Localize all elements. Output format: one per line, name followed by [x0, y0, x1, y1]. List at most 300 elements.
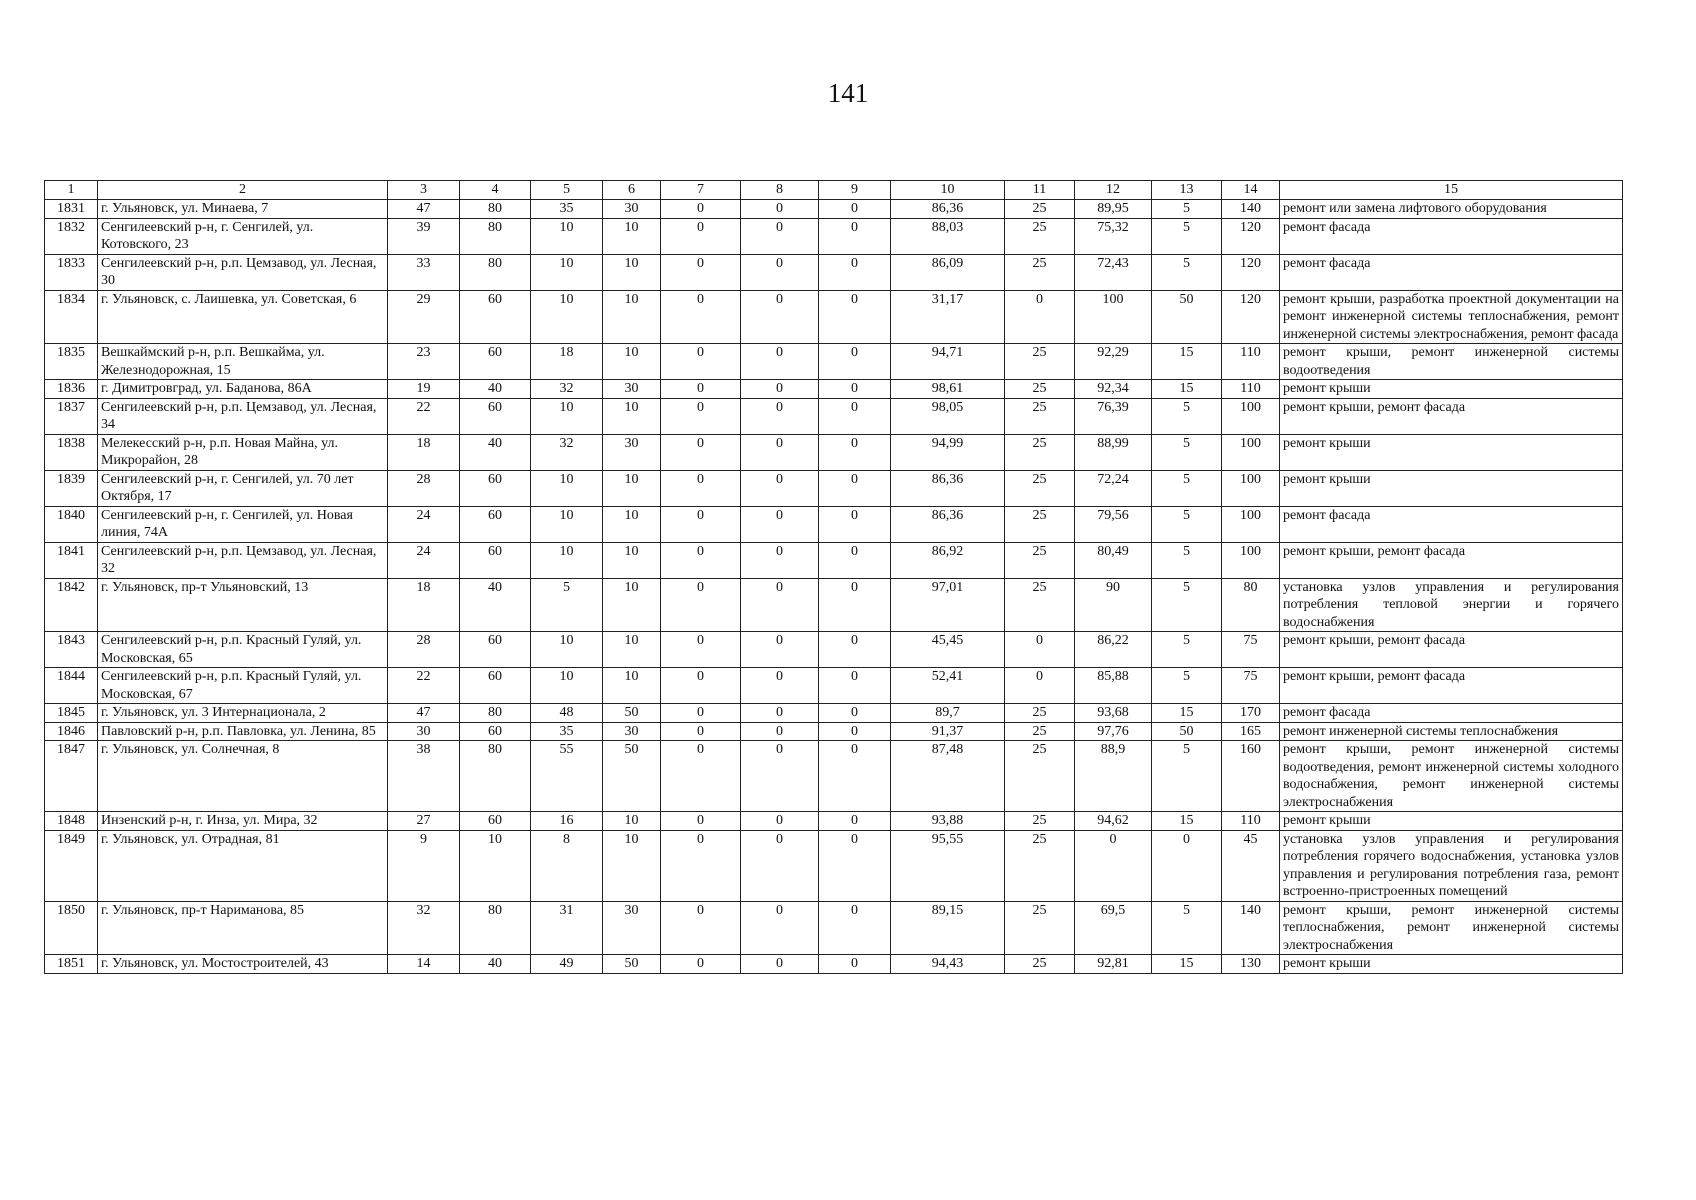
works-cell: ремонт крыши — [1280, 955, 1623, 974]
value-cell: 0 — [661, 830, 741, 901]
value-cell: 80,49 — [1075, 542, 1152, 578]
address-cell: г. Ульяновск, ул. Отрадная, 81 — [98, 830, 388, 901]
value-cell: 91,37 — [891, 722, 1005, 741]
address-cell: г. Ульяновск, ул. Мостостроителей, 43 — [98, 955, 388, 974]
value-cell: 0 — [661, 218, 741, 254]
value-cell: 100 — [1222, 506, 1280, 542]
address-cell: Инзенский р-н, г. Инза, ул. Мира, 32 — [98, 812, 388, 831]
table-row — [45, 741, 1623, 812]
value-cell: 88,03 — [891, 218, 1005, 254]
value-cell: 86,22 — [1075, 632, 1152, 668]
value-cell: 30 — [603, 722, 661, 741]
value-cell: 0 — [661, 470, 741, 506]
value-cell: 80 — [460, 901, 531, 955]
value-cell: 1836 — [45, 380, 98, 399]
value-cell: 5 — [1152, 506, 1222, 542]
works-cell: ремонт фасада — [1280, 704, 1623, 723]
value-cell: 30 — [603, 901, 661, 955]
address-cell: Сенгилеевский р-н, г. Сенгилей, ул. Новая линия, 74А — [98, 506, 388, 542]
value-cell: 10 — [531, 632, 603, 668]
value-cell: 0 — [741, 955, 819, 974]
value-cell: 18 — [531, 344, 603, 380]
column-header: 13 — [1152, 181, 1222, 200]
address-cell: Сенгилеевский р-н, р.п. Цемзавод, ул. Лесная, 34 — [98, 398, 388, 434]
value-cell: 35 — [531, 200, 603, 219]
value-cell: 60 — [460, 344, 531, 380]
value-cell: 0 — [741, 722, 819, 741]
value-cell: 50 — [1152, 290, 1222, 344]
value-cell: 0 — [741, 741, 819, 812]
value-cell: 25 — [1005, 722, 1075, 741]
table-row — [45, 506, 1623, 542]
value-cell: 0 — [661, 398, 741, 434]
value-cell: 10 — [603, 542, 661, 578]
address-cell: Сенгилеевский р-н, г. Сенгилей, ул. Котовского, 23 — [98, 218, 388, 254]
value-cell: 60 — [460, 398, 531, 434]
value-cell: 80 — [460, 218, 531, 254]
value-cell: 0 — [741, 830, 819, 901]
value-cell: 5 — [1152, 218, 1222, 254]
value-cell: 0 — [661, 901, 741, 955]
value-cell: 60 — [460, 812, 531, 831]
value-cell: 10 — [531, 290, 603, 344]
address-cell: г. Ульяновск, ул. Солнечная, 8 — [98, 741, 388, 812]
value-cell: 88,99 — [1075, 434, 1152, 470]
value-cell: 50 — [603, 741, 661, 812]
value-cell: 29 — [388, 290, 460, 344]
works-cell: ремонт крыши, ремонт инженерной системы водоотведения — [1280, 344, 1623, 380]
value-cell: 0 — [819, 830, 891, 901]
value-cell: 10 — [460, 830, 531, 901]
table-row — [45, 200, 1623, 219]
works-cell: ремонт крыши, ремонт фасада — [1280, 542, 1623, 578]
value-cell: 33 — [388, 254, 460, 290]
table-row — [45, 344, 1623, 380]
value-cell: 40 — [460, 578, 531, 632]
table-row — [45, 434, 1623, 470]
column-header: 12 — [1075, 181, 1152, 200]
value-cell: 0 — [661, 812, 741, 831]
value-cell: 22 — [388, 668, 460, 704]
value-cell: 0 — [741, 218, 819, 254]
works-cell: ремонт инженерной системы теплоснабжения — [1280, 722, 1623, 741]
value-cell: 10 — [603, 290, 661, 344]
value-cell: 120 — [1222, 218, 1280, 254]
value-cell: 10 — [603, 254, 661, 290]
value-cell: 0 — [1005, 668, 1075, 704]
value-cell: 10 — [531, 542, 603, 578]
header-row — [45, 181, 1623, 200]
value-cell: 15 — [1152, 380, 1222, 399]
value-cell: 60 — [460, 668, 531, 704]
table-row — [45, 578, 1623, 632]
value-cell: 15 — [1152, 812, 1222, 831]
value-cell: 40 — [460, 380, 531, 399]
works-cell: ремонт фасада — [1280, 254, 1623, 290]
value-cell: 80 — [460, 704, 531, 723]
value-cell: 0 — [741, 704, 819, 723]
value-cell: 80 — [460, 254, 531, 290]
value-cell: 25 — [1005, 578, 1075, 632]
value-cell: 0 — [1152, 830, 1222, 901]
value-cell: 5 — [1152, 578, 1222, 632]
value-cell: 1851 — [45, 955, 98, 974]
works-cell: ремонт крыши, ремонт фасада — [1280, 398, 1623, 434]
table-row — [45, 830, 1623, 901]
value-cell: 0 — [741, 668, 819, 704]
value-cell: 5 — [1152, 901, 1222, 955]
table-row — [45, 632, 1623, 668]
value-cell: 90 — [1075, 578, 1152, 632]
value-cell: 1848 — [45, 812, 98, 831]
value-cell: 72,24 — [1075, 470, 1152, 506]
address-cell: Мелекесский р-н, р.п. Новая Майна, ул. Микрорайон, 28 — [98, 434, 388, 470]
value-cell: 100 — [1222, 398, 1280, 434]
value-cell: 165 — [1222, 722, 1280, 741]
value-cell: 75 — [1222, 632, 1280, 668]
value-cell: 0 — [741, 632, 819, 668]
works-cell: ремонт фасада — [1280, 506, 1623, 542]
value-cell: 60 — [460, 506, 531, 542]
value-cell: 50 — [603, 955, 661, 974]
table-row — [45, 470, 1623, 506]
value-cell: 120 — [1222, 254, 1280, 290]
value-cell: 93,88 — [891, 812, 1005, 831]
value-cell: 15 — [1152, 344, 1222, 380]
column-header: 1 — [45, 181, 98, 200]
value-cell: 0 — [661, 722, 741, 741]
value-cell: 5 — [1152, 200, 1222, 219]
table-row — [45, 380, 1623, 399]
value-cell: 52,41 — [891, 668, 1005, 704]
value-cell: 87,48 — [891, 741, 1005, 812]
value-cell: 140 — [1222, 901, 1280, 955]
column-header: 6 — [603, 181, 661, 200]
value-cell: 5 — [531, 578, 603, 632]
value-cell: 60 — [460, 470, 531, 506]
value-cell: 38 — [388, 741, 460, 812]
value-cell: 10 — [531, 254, 603, 290]
value-cell: 5 — [1152, 470, 1222, 506]
value-cell: 32 — [388, 901, 460, 955]
value-cell: 39 — [388, 218, 460, 254]
value-cell: 75 — [1222, 668, 1280, 704]
address-cell: Сенгилеевский р-н, р.п. Красный Гуляй, ул. Московская, 67 — [98, 668, 388, 704]
value-cell: 10 — [603, 578, 661, 632]
value-cell: 15 — [1152, 704, 1222, 723]
table-row — [45, 668, 1623, 704]
value-cell: 0 — [741, 578, 819, 632]
value-cell: 1837 — [45, 398, 98, 434]
works-cell: ремонт крыши, ремонт фасада — [1280, 632, 1623, 668]
value-cell: 1844 — [45, 668, 98, 704]
value-cell: 94,43 — [891, 955, 1005, 974]
value-cell: 95,55 — [891, 830, 1005, 901]
value-cell: 0 — [661, 542, 741, 578]
value-cell: 69,5 — [1075, 901, 1152, 955]
column-header: 3 — [388, 181, 460, 200]
value-cell: 47 — [388, 704, 460, 723]
value-cell: 0 — [741, 380, 819, 399]
value-cell: 24 — [388, 542, 460, 578]
value-cell: 30 — [603, 434, 661, 470]
value-cell: 0 — [819, 632, 891, 668]
value-cell: 22 — [388, 398, 460, 434]
address-cell: Сенгилеевский р-н, р.п. Цемзавод, ул. Лесная, 32 — [98, 542, 388, 578]
page-number: 141 — [827, 78, 869, 108]
value-cell: 18 — [388, 434, 460, 470]
table-row — [45, 955, 1623, 974]
registry-table — [44, 180, 1623, 974]
table-row — [45, 704, 1623, 723]
value-cell: 0 — [741, 470, 819, 506]
value-cell: 1849 — [45, 830, 98, 901]
value-cell: 30 — [388, 722, 460, 741]
value-cell: 0 — [1005, 290, 1075, 344]
value-cell: 0 — [741, 434, 819, 470]
value-cell: 10 — [531, 218, 603, 254]
value-cell: 18 — [388, 578, 460, 632]
value-cell: 1839 — [45, 470, 98, 506]
value-cell: 10 — [603, 344, 661, 380]
table-row — [45, 901, 1623, 955]
address-cell: г. Димитровград, ул. Баданова, 86А — [98, 380, 388, 399]
value-cell: 0 — [819, 578, 891, 632]
value-cell: 25 — [1005, 200, 1075, 219]
column-header: 15 — [1280, 181, 1623, 200]
value-cell: 5 — [1152, 542, 1222, 578]
table-row — [45, 722, 1623, 741]
value-cell: 35 — [531, 722, 603, 741]
address-cell: г. Ульяновск, пр-т Нариманова, 85 — [98, 901, 388, 955]
value-cell: 0 — [741, 812, 819, 831]
column-header: 5 — [531, 181, 603, 200]
value-cell: 14 — [388, 955, 460, 974]
value-cell: 1843 — [45, 632, 98, 668]
value-cell: 45,45 — [891, 632, 1005, 668]
value-cell: 49 — [531, 955, 603, 974]
table-body — [45, 200, 1623, 974]
value-cell: 50 — [603, 704, 661, 723]
works-cell: ремонт крыши, ремонт инженерной системы теплоснабжения, ремонт инженерной системы электроснабжения — [1280, 901, 1623, 955]
value-cell: 10 — [531, 470, 603, 506]
works-cell: ремонт крыши — [1280, 470, 1623, 506]
value-cell: 25 — [1005, 812, 1075, 831]
works-cell: ремонт фасада — [1280, 218, 1623, 254]
value-cell: 0 — [661, 254, 741, 290]
value-cell: 0 — [661, 741, 741, 812]
value-cell: 0 — [741, 290, 819, 344]
value-cell: 0 — [661, 668, 741, 704]
value-cell: 97,76 — [1075, 722, 1152, 741]
value-cell: 28 — [388, 470, 460, 506]
value-cell: 5 — [1152, 254, 1222, 290]
value-cell: 140 — [1222, 200, 1280, 219]
value-cell: 1831 — [45, 200, 98, 219]
value-cell: 97,01 — [891, 578, 1005, 632]
value-cell: 1833 — [45, 254, 98, 290]
value-cell: 0 — [661, 506, 741, 542]
column-header: 4 — [460, 181, 531, 200]
value-cell: 0 — [1075, 830, 1152, 901]
address-cell: Павловский р-н, р.п. Павловка, ул. Ленина, 85 — [98, 722, 388, 741]
value-cell: 25 — [1005, 542, 1075, 578]
value-cell: 100 — [1075, 290, 1152, 344]
value-cell: 25 — [1005, 470, 1075, 506]
value-cell: 1850 — [45, 901, 98, 955]
value-cell: 60 — [460, 290, 531, 344]
value-cell: 0 — [741, 901, 819, 955]
address-cell: г. Ульяновск, ул. 3 Интернационала, 2 — [98, 704, 388, 723]
value-cell: 5 — [1152, 668, 1222, 704]
value-cell: 50 — [1152, 722, 1222, 741]
value-cell: 0 — [661, 578, 741, 632]
column-header: 2 — [98, 181, 388, 200]
address-cell: Сенгилеевский р-н, р.п. Цемзавод, ул. Лесная, 30 — [98, 254, 388, 290]
value-cell: 89,7 — [891, 704, 1005, 723]
table-row — [45, 290, 1623, 344]
value-cell: 0 — [741, 344, 819, 380]
value-cell: 32 — [531, 434, 603, 470]
table-row — [45, 218, 1623, 254]
value-cell: 27 — [388, 812, 460, 831]
value-cell: 0 — [819, 741, 891, 812]
value-cell: 5 — [1152, 434, 1222, 470]
value-cell: 48 — [531, 704, 603, 723]
value-cell: 55 — [531, 741, 603, 812]
column-header: 7 — [661, 181, 741, 200]
value-cell: 0 — [661, 290, 741, 344]
value-cell: 110 — [1222, 344, 1280, 380]
value-cell: 0 — [819, 398, 891, 434]
address-cell: Сенгилеевский р-н, р.п. Красный Гуляй, ул. Московская, 65 — [98, 632, 388, 668]
value-cell: 72,43 — [1075, 254, 1152, 290]
value-cell: 86,09 — [891, 254, 1005, 290]
value-cell: 86,36 — [891, 506, 1005, 542]
value-cell: 23 — [388, 344, 460, 380]
value-cell: 10 — [603, 812, 661, 831]
works-cell: ремонт или замена лифтового оборудования — [1280, 200, 1623, 219]
value-cell: 110 — [1222, 812, 1280, 831]
address-cell: г. Ульяновск, пр-т Ульяновский, 13 — [98, 578, 388, 632]
value-cell: 19 — [388, 380, 460, 399]
value-cell: 8 — [531, 830, 603, 901]
works-cell: установка узлов управления и регулирования потребления горячего водоснабжения, установка узлов управления и регулирования потребления газа, ремонт встроенно-пристроенных помещений — [1280, 830, 1623, 901]
works-cell: ремонт крыши — [1280, 434, 1623, 470]
value-cell: 1832 — [45, 218, 98, 254]
address-cell: г. Ульяновск, ул. Минаева, 7 — [98, 200, 388, 219]
value-cell: 88,9 — [1075, 741, 1152, 812]
value-cell: 1847 — [45, 741, 98, 812]
value-cell: 0 — [741, 200, 819, 219]
value-cell: 10 — [603, 830, 661, 901]
value-cell: 100 — [1222, 470, 1280, 506]
value-cell: 92,81 — [1075, 955, 1152, 974]
value-cell: 0 — [661, 200, 741, 219]
column-header: 8 — [741, 181, 819, 200]
value-cell: 5 — [1152, 741, 1222, 812]
works-cell: ремонт крыши — [1280, 812, 1623, 831]
value-cell: 0 — [661, 955, 741, 974]
value-cell: 86,36 — [891, 200, 1005, 219]
value-cell: 45 — [1222, 830, 1280, 901]
value-cell: 10 — [531, 668, 603, 704]
value-cell: 89,15 — [891, 901, 1005, 955]
works-cell: ремонт крыши, ремонт фасада — [1280, 668, 1623, 704]
value-cell: 24 — [388, 506, 460, 542]
value-cell: 75,32 — [1075, 218, 1152, 254]
value-cell: 60 — [460, 722, 531, 741]
table-row — [45, 812, 1623, 831]
value-cell: 0 — [661, 704, 741, 723]
value-cell: 0 — [661, 632, 741, 668]
value-cell: 10 — [603, 632, 661, 668]
value-cell: 1845 — [45, 704, 98, 723]
value-cell: 0 — [819, 290, 891, 344]
value-cell: 93,68 — [1075, 704, 1152, 723]
value-cell: 28 — [388, 632, 460, 668]
value-cell: 25 — [1005, 955, 1075, 974]
value-cell: 0 — [741, 542, 819, 578]
value-cell: 31,17 — [891, 290, 1005, 344]
column-header: 11 — [1005, 181, 1075, 200]
works-cell: ремонт крыши — [1280, 380, 1623, 399]
value-cell: 0 — [661, 434, 741, 470]
value-cell: 0 — [819, 470, 891, 506]
value-cell: 1841 — [45, 542, 98, 578]
value-cell: 25 — [1005, 506, 1075, 542]
value-cell: 25 — [1005, 398, 1075, 434]
value-cell: 25 — [1005, 741, 1075, 812]
value-cell: 86,92 — [891, 542, 1005, 578]
value-cell: 10 — [603, 470, 661, 506]
value-cell: 80 — [460, 741, 531, 812]
value-cell: 60 — [460, 542, 531, 578]
value-cell: 80 — [1222, 578, 1280, 632]
value-cell: 32 — [531, 380, 603, 399]
value-cell: 5 — [1152, 632, 1222, 668]
value-cell: 0 — [819, 812, 891, 831]
address-cell: г. Ульяновск, с. Лаишевка, ул. Советская, 6 — [98, 290, 388, 344]
value-cell: 15 — [1152, 955, 1222, 974]
value-cell: 25 — [1005, 344, 1075, 380]
works-cell: ремонт крыши, разработка проектной документации на ремонт инженерной системы теплоснабжения, ремонт инженерной системы электроснабжения, ремонт фасада — [1280, 290, 1623, 344]
value-cell: 0 — [819, 668, 891, 704]
value-cell: 1846 — [45, 722, 98, 741]
column-header: 14 — [1222, 181, 1280, 200]
value-cell: 10 — [603, 218, 661, 254]
value-cell: 30 — [603, 200, 661, 219]
value-cell: 10 — [531, 506, 603, 542]
works-cell: установка узлов управления и регулирования потребления тепловой энергии и горячего водоснабжения — [1280, 578, 1623, 632]
value-cell: 0 — [819, 344, 891, 380]
value-cell: 1840 — [45, 506, 98, 542]
value-cell: 10 — [603, 398, 661, 434]
value-cell: 0 — [741, 506, 819, 542]
value-cell: 25 — [1005, 218, 1075, 254]
value-cell: 100 — [1222, 542, 1280, 578]
value-cell: 1842 — [45, 578, 98, 632]
value-cell: 0 — [819, 380, 891, 399]
value-cell: 92,29 — [1075, 344, 1152, 380]
value-cell: 0 — [819, 254, 891, 290]
value-cell: 0 — [741, 398, 819, 434]
address-cell: Сенгилеевский р-н, г. Сенгилей, ул. 70 лет Октября, 17 — [98, 470, 388, 506]
value-cell: 98,61 — [891, 380, 1005, 399]
value-cell: 94,99 — [891, 434, 1005, 470]
value-cell: 0 — [819, 542, 891, 578]
value-cell: 0 — [661, 380, 741, 399]
